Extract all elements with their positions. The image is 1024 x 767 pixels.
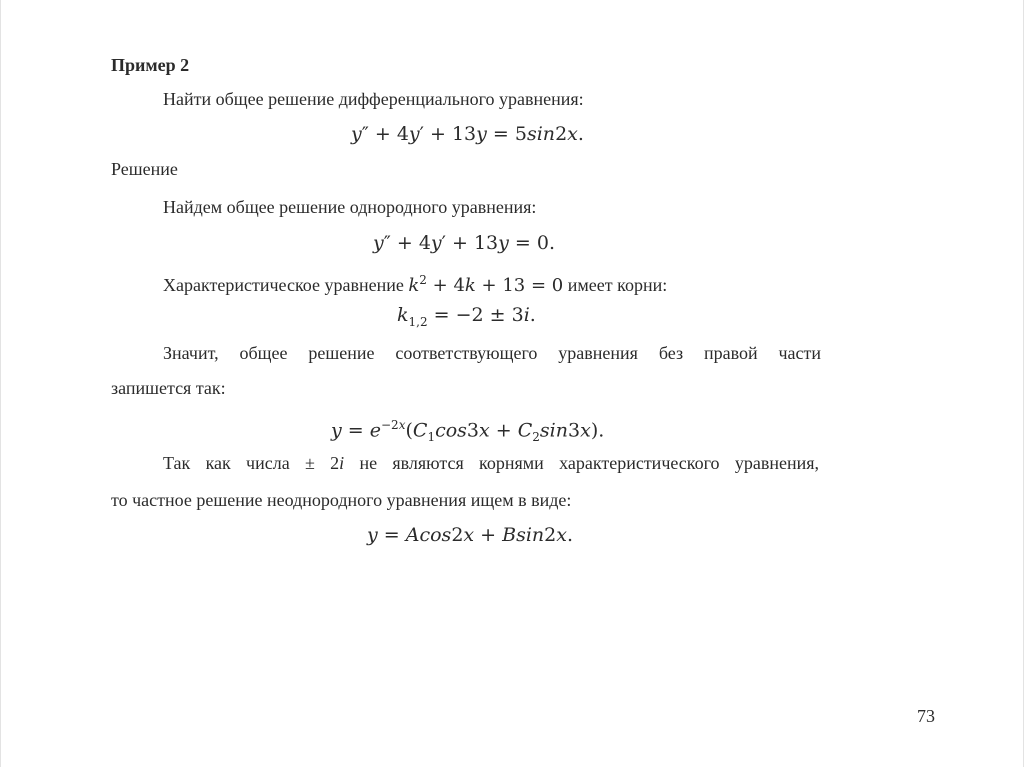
solution-label: Решение: [111, 159, 178, 179]
page-number: 73: [917, 706, 935, 726]
main-equation: y″ + 4y′ + 13y = 5sin2x.: [351, 123, 584, 145]
particular-line1: Так как числа ± 2i не являются корнями характеристического уравнения,: [163, 453, 820, 473]
roots-formula: $k_{1,2} = -2 \pm 3i$.: [397, 304, 536, 329]
homogeneous-equation: y″ + 4y′ + 13y = 0.: [373, 232, 556, 254]
char-eq-text-after: имеет корни:: [563, 275, 668, 295]
particular-line2: то частное решение неоднородного уравнения ищем в виде:: [111, 490, 572, 510]
characteristic-equation-line: [163, 268, 667, 298]
general-solution-line1: Значит, общее решение соответствующего уравнения без правой части: [163, 343, 821, 363]
find-homogeneous-text: Найдем общее решение однородного уравнения:: [163, 197, 537, 217]
char-eq-text-before: Характеристическое уравнение: [163, 275, 409, 295]
general-solution-formula: $y = e^{-2x}(C_1\cos 3x + C_2\sin 3x)$.: [331, 418, 605, 445]
general-solution-line2: запишется так:: [111, 378, 226, 398]
task-statement: Найти общее решение дифференциального уравнения:: [163, 89, 584, 109]
example-title: Пример 2: [111, 55, 190, 75]
char-eq-math: $k^2 + 4k + 13 = 0$: [408, 273, 564, 296]
particular-formula: y = Acos2x + Bsin2x.: [367, 524, 574, 546]
